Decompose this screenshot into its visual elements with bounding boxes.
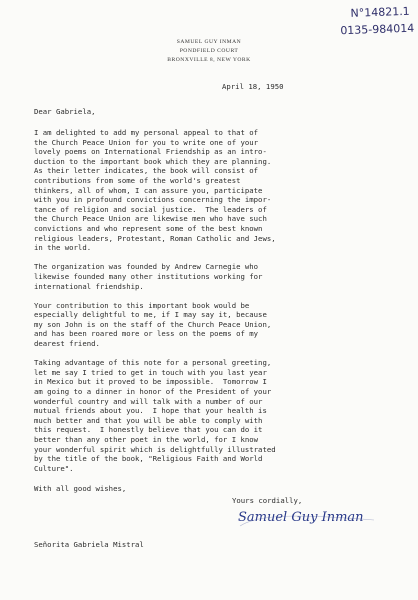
text-line: with you in profound convictions concerning the impor- [34, 195, 272, 205]
closing-wishes: With all good wishes, [34, 484, 127, 493]
text-line: thinkers, all of whom, I can assure you, participate [34, 185, 263, 195]
archive-number: N°14821.1 [350, 4, 410, 20]
paragraph [34, 301, 386, 349]
paragraph [34, 128, 386, 253]
letterhead [0, 38, 418, 65]
text-line: your wonderful spirit which is delightfully illustrated [34, 444, 276, 454]
text-line: the Church Peace Union for you to write one of your [34, 137, 259, 147]
text-line: lovely poems on International Friendship as an intro- [34, 147, 267, 157]
recipient-name: Señorita Gabriela Mistral [34, 540, 144, 549]
text-line: especially delightful to me, if I may say it, because [34, 310, 267, 320]
text-line: Your contribution to this important book would be [34, 300, 250, 310]
text-line: much better and that you will be able to comply with [34, 415, 263, 425]
text-line: mutual friends about you. I hope that your health is [34, 406, 267, 416]
text-line: contributions from some of the world's greatest [34, 175, 241, 185]
text-line: by the title of the book, "Religious Faith and World [34, 454, 263, 464]
text-line: better than any other poet in the world, for I know [34, 435, 259, 444]
salutation: Dear Gabriela, [34, 107, 96, 116]
letterhead-address-line-1: PONDFIELD COURT [179, 48, 239, 54]
letterhead-name: SAMUEL GUY INMAN [176, 39, 242, 45]
letter-date: April 18, 1950 [222, 82, 284, 91]
archive-stamp [339, 3, 415, 39]
text-line: religious leaders, Protestant, Roman Catholic and Jews, [34, 233, 276, 243]
text-line: As their letter indicates, the book will consist of [34, 166, 259, 176]
complimentary-close: Yours cordially, [232, 496, 303, 505]
text-line: my son John is on the staff of the Church Peace Union, [34, 319, 272, 329]
archive-code: 0135-984014 [340, 21, 415, 38]
text-line: dearest friend. [34, 339, 100, 349]
letter-body [34, 128, 386, 483]
text-line: in the world. [34, 243, 92, 253]
text-line: tance of religion and social justice. The leaders of [34, 204, 267, 214]
text-line: in Mexico but it proved to be impossible. Tomorrow I [34, 377, 267, 387]
text-line: the Church Peace Union are likewise men who have such [34, 214, 267, 224]
text-line: The organization was founded by Andrew Carnegie who [34, 262, 259, 272]
letterhead-address-line-2: BRONXVILLE 8, NEW YORK [167, 57, 251, 63]
text-line: Taking advantage of this note for a personal greeting, [34, 358, 272, 368]
text-line: wonderful country and will talk with a number of our [34, 396, 263, 406]
text-line: duction to the important book which they are planning. [34, 156, 272, 166]
text-line: this request. I honestly believe that you can do it [34, 425, 263, 435]
text-line: am going to a dinner in honor of the President of your [34, 387, 272, 397]
paragraph [34, 262, 386, 291]
text-line: international friendship. [34, 281, 144, 291]
text-line: let me say I tried to get in touch with you last year [34, 367, 267, 377]
text-line: Culture". [34, 463, 74, 473]
signature-text: Samuel Guy Inman [238, 510, 364, 525]
text-line: and has been roared more or less on the poems of my [34, 329, 259, 339]
paragraph [34, 358, 386, 473]
handwritten-signature [238, 510, 378, 534]
text-line: I am delighted to add my personal appeal to that of [34, 128, 259, 137]
text-line: likewise founded many other institutions working for [34, 271, 263, 281]
text-line: convictions and who represent some of the best known [34, 223, 263, 233]
